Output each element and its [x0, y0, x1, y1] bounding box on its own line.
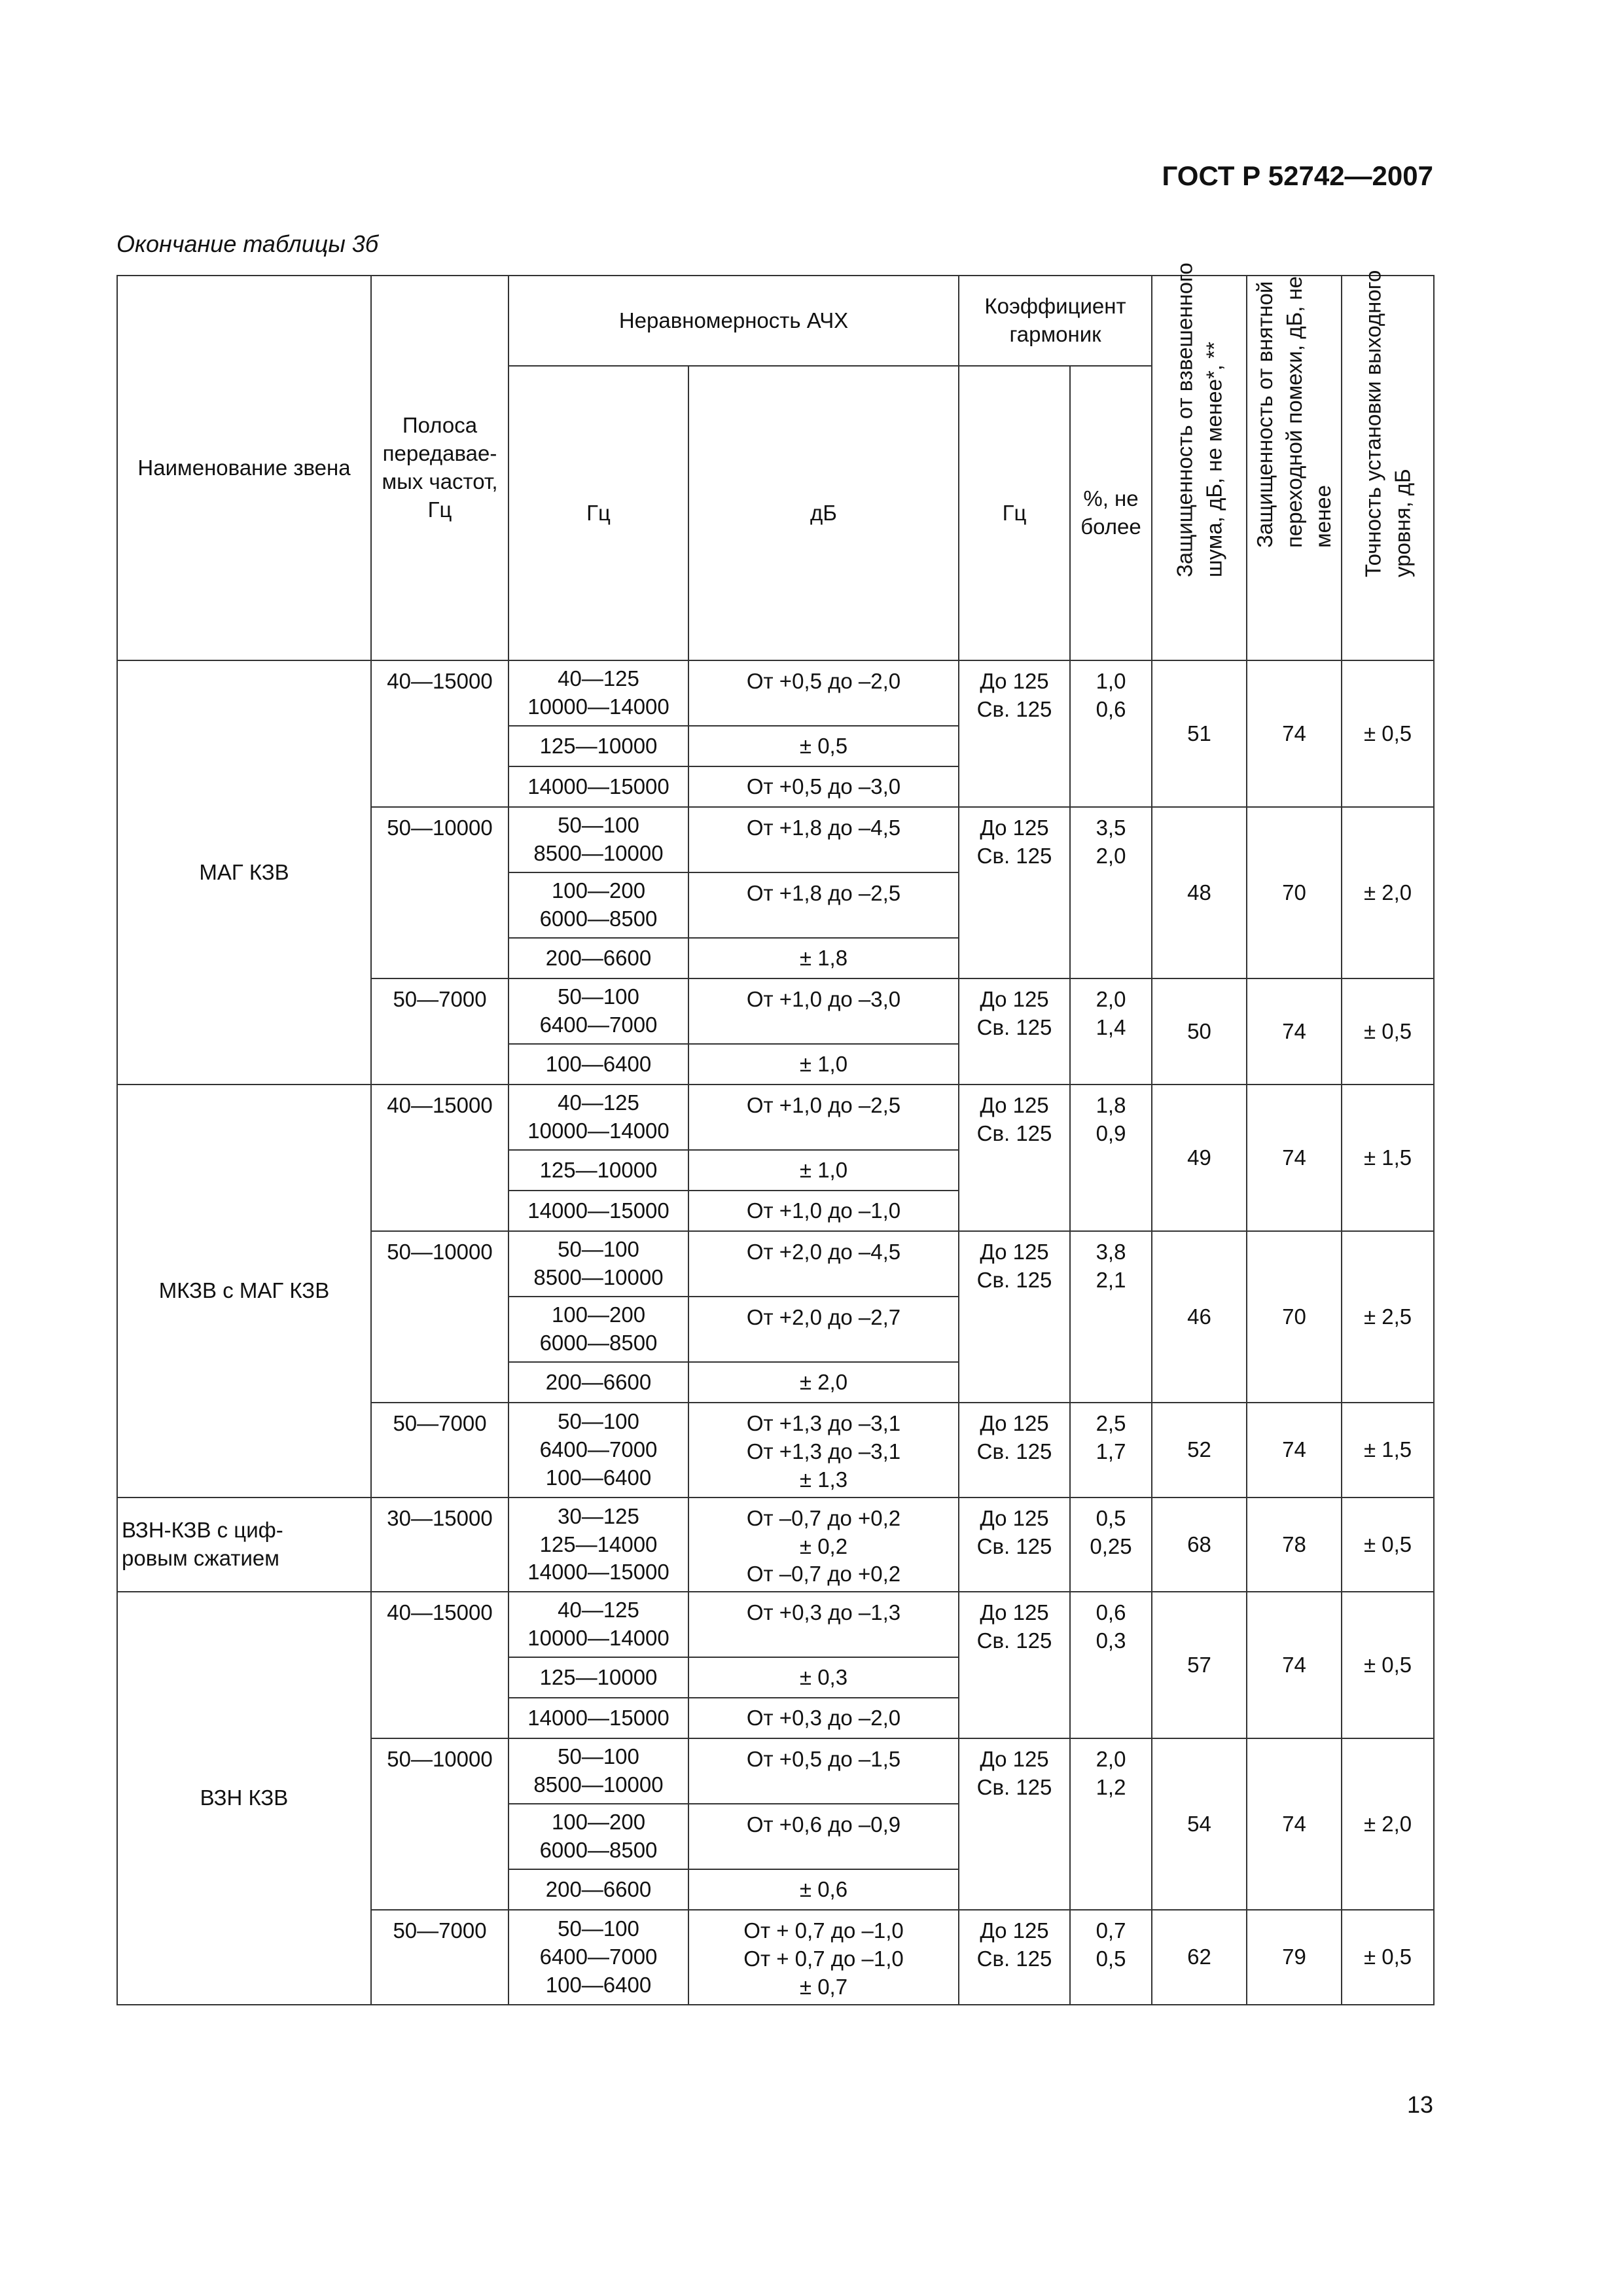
noise-cell: 68: [1152, 1498, 1247, 1592]
achx-hz-cell: 100—200 6000—8500: [508, 1297, 688, 1362]
band-cell: 50—10000: [371, 1231, 508, 1403]
achx-hz-cell: 100—6400: [508, 1044, 688, 1085]
harm-hz-cell: До 125 Св. 125: [959, 1498, 1070, 1592]
noise-cell: 57: [1152, 1592, 1247, 1738]
achx-hz-cell: 125—10000: [508, 726, 688, 766]
achx-db-cell: От +0,3 до –1,3: [688, 1592, 959, 1657]
achx-hz-cell: 200—6600: [508, 938, 688, 978]
harm-pct-cell: 0,7 0,5: [1070, 1910, 1152, 2005]
achx-db-cell: ± 0,6: [688, 1869, 959, 1910]
achx-db-cell: От +1,0 до –3,0: [688, 978, 959, 1044]
header-accuracy: Точность установки выходного уровня, дБ: [1342, 276, 1434, 660]
accuracy-cell: ± 1,5: [1342, 1403, 1434, 1498]
link-name-cell: МАГ КЗВ: [117, 660, 371, 1085]
achx-hz-cell: 100—200 6000—8500: [508, 872, 688, 938]
achx-db-cell: ± 2,0: [688, 1362, 959, 1403]
noise-cell: 51: [1152, 660, 1247, 807]
achx-db-cell: От +1,8 до –4,5: [688, 807, 959, 872]
band-cell: 50—7000: [371, 1403, 508, 1498]
harm-hz-cell: До 125 Св. 125: [959, 978, 1070, 1085]
harm-pct-cell: 3,5 2,0: [1070, 807, 1152, 978]
noise-cell: 49: [1152, 1085, 1247, 1231]
parameters-table: [116, 262, 1435, 2005]
achx-db-cell: От –0,7 до +0,2 ± 0,2 От –0,7 до +0,2: [688, 1498, 959, 1592]
harm-hz-cell: До 125 Св. 125: [959, 1592, 1070, 1738]
table-row: [117, 1592, 1434, 1657]
harm-hz-cell: До 125 Св. 125: [959, 1910, 1070, 2005]
band-cell: 40—15000: [371, 660, 508, 807]
achx-db-cell: От +0,6 до –0,9: [688, 1804, 959, 1869]
accuracy-cell: ± 2,5: [1342, 1231, 1434, 1403]
header-achx-hz: Гц: [508, 366, 688, 660]
achx-hz-cell: 30—125 125—14000 14000—15000: [508, 1498, 688, 1592]
harm-pct-cell: 1,0 0,6: [1070, 660, 1152, 807]
crosstalk-cell: 78: [1247, 1498, 1342, 1592]
crosstalk-cell: 70: [1247, 807, 1342, 978]
achx-db-cell: От +2,0 до –2,7: [688, 1297, 959, 1362]
accuracy-cell: ± 2,0: [1342, 807, 1434, 978]
achx-hz-cell: 125—10000: [508, 1657, 688, 1698]
harm-hz-cell: До 125 Св. 125: [959, 1085, 1070, 1231]
table-caption: Окончание таблицы 3б: [116, 230, 379, 257]
achx-hz-cell: 40—125 10000—14000: [508, 1592, 688, 1657]
achx-db-cell: ± 0,5: [688, 726, 959, 766]
harm-pct-cell: 3,8 2,1: [1070, 1231, 1152, 1403]
header-harm-pct: %, не более: [1070, 366, 1152, 660]
achx-db-cell: От +0,5 до –1,5: [688, 1738, 959, 1804]
achx-hz-cell: 50—100 6400—7000 100—6400: [508, 1910, 688, 2005]
header-achx-db: дБ: [688, 366, 959, 660]
achx-db-cell: От +0,5 до –2,0: [688, 660, 959, 726]
achx-db-cell: ± 1,0: [688, 1150, 959, 1191]
table-body: [117, 660, 1434, 2005]
crosstalk-cell: 70: [1247, 1231, 1342, 1403]
achx-db-cell: От +1,0 до –1,0: [688, 1191, 959, 1231]
band-cell: 50—7000: [371, 978, 508, 1085]
band-cell: 40—15000: [371, 1592, 508, 1738]
achx-db-cell: От + 0,7 до –1,0 От + 0,7 до –1,0 ± 0,7: [688, 1910, 959, 2005]
link-name-cell: МКЗВ с МАГ КЗВ: [117, 1085, 371, 1498]
harm-pct-cell: 2,5 1,7: [1070, 1403, 1152, 1498]
band-cell: 50—10000: [371, 1738, 508, 1910]
achx-db-cell: От +2,0 до –4,5: [688, 1231, 959, 1297]
achx-hz-cell: 125—10000: [508, 1150, 688, 1191]
achx-hz-cell: 14000—15000: [508, 766, 688, 807]
harm-pct-cell: 2,0 1,2: [1070, 1738, 1152, 1910]
noise-cell: 52: [1152, 1403, 1247, 1498]
achx-db-cell: От +1,3 до –3,1 От +1,3 до –3,1 ± 1,3: [688, 1403, 959, 1498]
harm-pct-cell: 2,0 1,4: [1070, 978, 1152, 1085]
accuracy-cell: ± 0,5: [1342, 660, 1434, 807]
achx-db-cell: ± 0,3: [688, 1657, 959, 1698]
achx-db-cell: От +1,0 до –2,5: [688, 1085, 959, 1150]
harm-hz-cell: До 125 Св. 125: [959, 807, 1070, 978]
header-crosstalk: Защищенность от внятной переходной помехи, дБ, не менее: [1247, 276, 1342, 660]
noise-cell: 48: [1152, 807, 1247, 978]
achx-db-cell: ± 1,0: [688, 1044, 959, 1085]
link-name-cell: ВЗН-КЗВ с циф- ровым сжатием: [117, 1498, 371, 1592]
document-code: ГОСТ Р 52742—2007: [1162, 160, 1433, 191]
crosstalk-cell: 74: [1247, 1403, 1342, 1498]
noise-cell: 62: [1152, 1910, 1247, 2005]
achx-db-cell: ± 1,8: [688, 938, 959, 978]
crosstalk-cell: 74: [1247, 978, 1342, 1085]
band-cell: 50—7000: [371, 1910, 508, 2005]
band-cell: 50—10000: [371, 807, 508, 978]
header-harmonics: Коэффициент гармоник: [959, 276, 1152, 366]
harm-pct-cell: 0,6 0,3: [1070, 1592, 1152, 1738]
harm-pct-cell: 0,5 0,25: [1070, 1498, 1152, 1592]
table-row: [117, 1085, 1434, 1150]
page-number: 13: [1406, 2091, 1433, 2118]
crosstalk-cell: 74: [1247, 1085, 1342, 1231]
achx-hz-cell: 14000—15000: [508, 1698, 688, 1738]
accuracy-cell: ± 1,5: [1342, 1085, 1434, 1231]
achx-db-cell: От +1,8 до –2,5: [688, 872, 959, 938]
harm-hz-cell: До 125 Св. 125: [959, 660, 1070, 807]
achx-db-cell: От +0,3 до –2,0: [688, 1698, 959, 1738]
harm-hz-cell: До 125 Св. 125: [959, 1403, 1070, 1498]
achx-hz-cell: 50—100 8500—10000: [508, 1231, 688, 1297]
achx-hz-cell: 40—125 10000—14000: [508, 660, 688, 726]
header-band: Полоса передавае-мых частот, Гц: [371, 276, 508, 660]
noise-cell: 54: [1152, 1738, 1247, 1910]
achx-hz-cell: 200—6600: [508, 1362, 688, 1403]
achx-db-cell: От +0,5 до –3,0: [688, 766, 959, 807]
harm-pct-cell: 1,8 0,9: [1070, 1085, 1152, 1231]
achx-hz-cell: 50—100 6400—7000 100—6400: [508, 1403, 688, 1498]
link-name-cell: ВЗН КЗВ: [117, 1592, 371, 2005]
noise-cell: 50: [1152, 978, 1247, 1085]
header-harm-hz: Гц: [959, 366, 1070, 660]
achx-hz-cell: 50—100 8500—10000: [508, 1738, 688, 1804]
harm-hz-cell: До 125 Св. 125: [959, 1738, 1070, 1910]
accuracy-cell: ± 0,5: [1342, 1498, 1434, 1592]
table-row: [117, 1498, 1434, 1592]
crosstalk-cell: 74: [1247, 1592, 1342, 1738]
accuracy-cell: ± 0,5: [1342, 978, 1434, 1085]
crosstalk-cell: 74: [1247, 1738, 1342, 1910]
header-noise: Защищенность от взвешенного шума, дБ, не менее*, **: [1152, 276, 1247, 660]
band-cell: 30—15000: [371, 1498, 508, 1592]
crosstalk-cell: 74: [1247, 660, 1342, 807]
crosstalk-cell: 79: [1247, 1910, 1342, 2005]
band-cell: 40—15000: [371, 1085, 508, 1231]
achx-hz-cell: 50—100 8500—10000: [508, 807, 688, 872]
table-row: [117, 660, 1434, 726]
accuracy-cell: ± 2,0: [1342, 1738, 1434, 1910]
accuracy-cell: ± 0,5: [1342, 1910, 1434, 2005]
achx-hz-cell: 40—125 10000—14000: [508, 1085, 688, 1150]
noise-cell: 46: [1152, 1231, 1247, 1403]
achx-hz-cell: 14000—15000: [508, 1191, 688, 1231]
header-achx: Неравномерность АЧХ: [508, 276, 959, 366]
header-name: Наименование звена: [117, 276, 371, 660]
achx-hz-cell: 200—6600: [508, 1869, 688, 1910]
table-header: [117, 262, 1434, 660]
achx-hz-cell: 100—200 6000—8500: [508, 1804, 688, 1869]
accuracy-cell: ± 0,5: [1342, 1592, 1434, 1738]
harm-hz-cell: До 125 Св. 125: [959, 1231, 1070, 1403]
achx-hz-cell: 50—100 6400—7000: [508, 978, 688, 1044]
